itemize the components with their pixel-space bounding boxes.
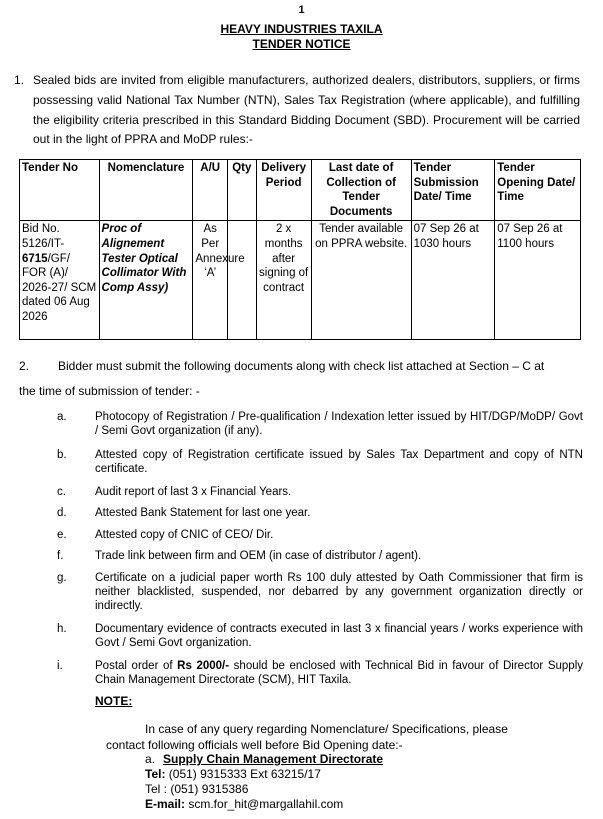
tender-no-part: Bid No. 5126/IT- <box>22 223 65 250</box>
cell-qty <box>228 221 257 340</box>
table-row <box>20 221 581 340</box>
paragraph-2-line-2: the time of submission of tender: - <box>19 384 200 398</box>
header-qty: Qty <box>228 160 257 221</box>
tel-label: Tel: <box>145 767 166 781</box>
header-submission: Tender Submission Date/ Time <box>411 160 495 221</box>
note-line-1: In case of any query regarding Nomenclature/ Specifications, please <box>145 722 508 736</box>
item-text: Certificate on a judicial paper worth Rs 100 duly attested by Oath Commissioner that firm is neither blacklisted, suspended, nor debarred by any government organization directly or indirectly. <box>95 572 583 613</box>
item-text: Photocopy of Registration / Pre-qualification / Indexation letter issued by HIT/DGP/MoDP/ Govt / Semi Govt organization (if any). <box>95 411 583 438</box>
email-value: scm.for_hit@margallahil.com <box>185 797 344 811</box>
tel-value: (051) 9315333 Ext 63215/17 <box>165 767 321 781</box>
item-letter: c. <box>57 486 66 498</box>
item-text: Attested copy of Registration certificate issued by Sales Tax Department and copy of NTN certificate. <box>95 449 583 476</box>
item-text-rest: should be enclosed with Technical Bid in favour of Director Supply Chain Management Directorate (SCM), HIT Taxila. <box>95 660 583 687</box>
email-label: E-mail: <box>145 797 186 811</box>
contact-org-line <box>145 752 383 766</box>
cell-au: As Per Annexure ‘A’ <box>193 221 228 340</box>
header-last-date: Last date of Collection of Tender Documents <box>311 160 411 221</box>
paragraph-number: 2. <box>19 359 30 373</box>
contact-tel-2: Tel : (051) 9315386 <box>145 782 249 796</box>
header-delivery: Delivery Period <box>256 160 311 221</box>
cell-nomenclature: Proc of Alignement Tester Optical Collimator With Comp Assy) <box>99 221 193 340</box>
item-letter: i. <box>57 660 63 672</box>
tender-no-bold: 6715 <box>22 252 48 265</box>
item-letter: g. <box>57 572 67 584</box>
tender-table <box>19 159 581 340</box>
item-text <box>95 659 583 687</box>
item-letter: d. <box>57 507 67 519</box>
header-au: A/U <box>193 160 228 221</box>
organization-heading: HEAVY INDUSTRIES TAXILA <box>220 22 383 36</box>
contact-email <box>145 797 343 811</box>
item-letter: h. <box>57 623 67 635</box>
header-nomenclature: Nomenclature <box>99 160 193 221</box>
contact-tel-1 <box>145 767 321 781</box>
page-number: 1 <box>298 4 305 16</box>
item-text-part: Postal order of <box>95 660 178 672</box>
header-tender-no: Tender No <box>20 160 100 221</box>
item-text: Audit report of last 3 x Financial Years. <box>95 486 292 498</box>
item-letter: f. <box>57 550 64 562</box>
cell-opening: 07 Sep 26 at 1100 hours <box>495 221 581 340</box>
note-heading: NOTE: <box>95 694 133 708</box>
item-text: Attested Bank Statement for last one year. <box>95 507 311 519</box>
paragraph-text: Sealed bids are invited from eligible manufacturers, authorized dealers, distributors, suppliers, or firms possessing valid National Tax Number (NTN), Sales Tax Registration (where applicable), and fulfilling the eligibility criteria prescribed in this Standard Bidding Document (SBD). Procurement will be carried out in the light of PPRA and MoDP rules:- <box>33 73 580 147</box>
cell-tender-no <box>20 221 100 340</box>
note-line-2: contact following officials well before Bid Opening date:- <box>106 738 403 752</box>
cell-submission: 07 Sep 26 at 1030 hours <box>411 221 495 340</box>
paragraph-1 <box>14 71 580 150</box>
paragraph-text: Bidder must submit the following documents along with check list attached at Section – C at <box>58 359 545 373</box>
contact-org: Supply Chain Management Directorate <box>163 752 384 766</box>
item-letter: b. <box>57 449 67 461</box>
table-header-row <box>20 160 581 221</box>
cell-delivery: 2 x months after signing of contract <box>256 221 311 340</box>
contact-letter: a. <box>145 752 156 766</box>
item-text: Trade link between firm and OEM (in case of distributor / agent). <box>95 550 422 562</box>
item-letter: e. <box>57 529 67 541</box>
header-opening: Tender Opening Date/ Time <box>495 160 581 221</box>
paragraph-number: 1. <box>14 73 25 87</box>
item-text: Documentary evidence of contracts executed in last 3 x financial years / works experience with Govt / Semi Govt organization. <box>95 623 583 650</box>
document-title: TENDER NOTICE <box>252 37 351 51</box>
item-amount: Rs 2000/- <box>177 660 230 672</box>
item-text: Attested copy of CNIC of CEO/ Dir. <box>95 529 274 541</box>
cell-last-date: Tender available on PPRA website. <box>311 221 411 340</box>
item-letter: a. <box>57 411 67 423</box>
tender-no-rest: /GF/ FOR (A)/ 2026-27/ SCM dated 06 Aug 2026 <box>22 252 97 323</box>
